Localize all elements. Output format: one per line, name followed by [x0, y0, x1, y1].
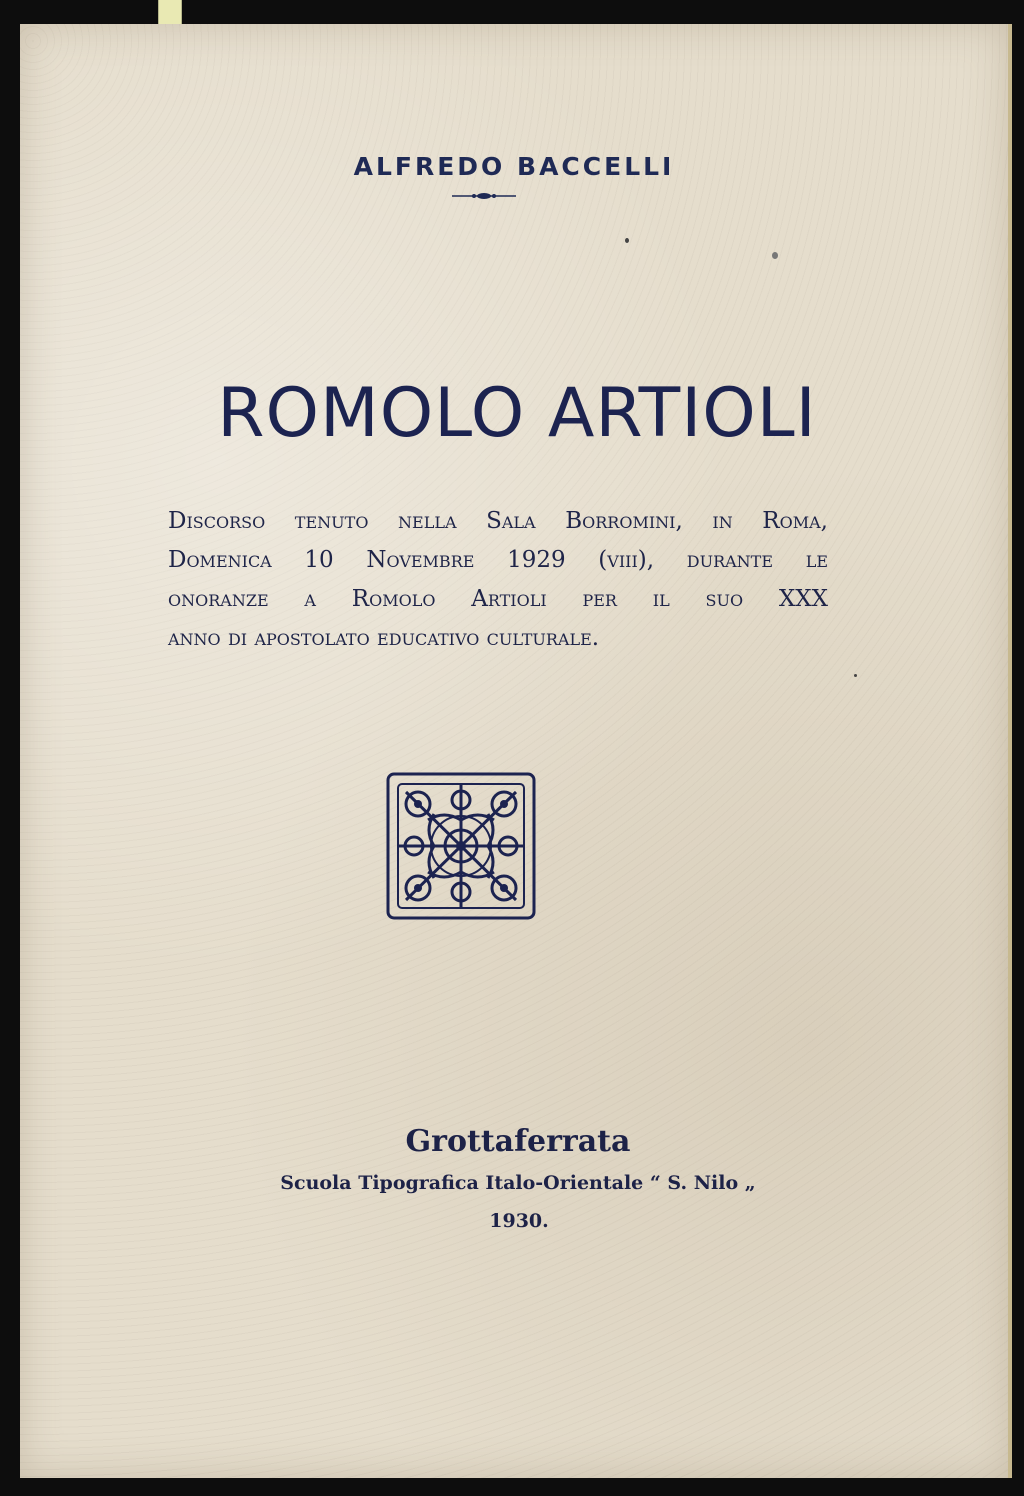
- subtitle-line: Domenica 10 Novembre 1929 (viii), durante le: [168, 547, 828, 573]
- subtitle-block: [168, 502, 828, 658]
- imprint-printer: Scuola Tipografica Italo-Orientale “ S. Nilo „: [280, 1172, 756, 1194]
- paper-speck: [854, 674, 857, 677]
- subtitle-line: Discorso tenuto nella Sala Borromini, in Roma,: [168, 508, 828, 534]
- paper-speck: [772, 252, 778, 259]
- imprint-year: 1930.: [489, 1210, 549, 1232]
- subtitle-line: onoranze a Romolo Artioli per il suo XXX: [168, 586, 828, 612]
- author-name: ALFREDO BACCELLI: [353, 152, 675, 181]
- book-cover-page: [20, 24, 1012, 1478]
- celtic-knot-ornament-icon: [384, 770, 538, 922]
- decorative-rule-icon: [452, 192, 516, 200]
- subtitle-line: anno di apostolato educativo culturale.: [168, 625, 600, 651]
- paper-speck: [625, 238, 629, 243]
- book-title: ROMOLO ARTIOLI: [217, 374, 817, 453]
- imprint-place: Grottaferrata: [405, 1124, 631, 1159]
